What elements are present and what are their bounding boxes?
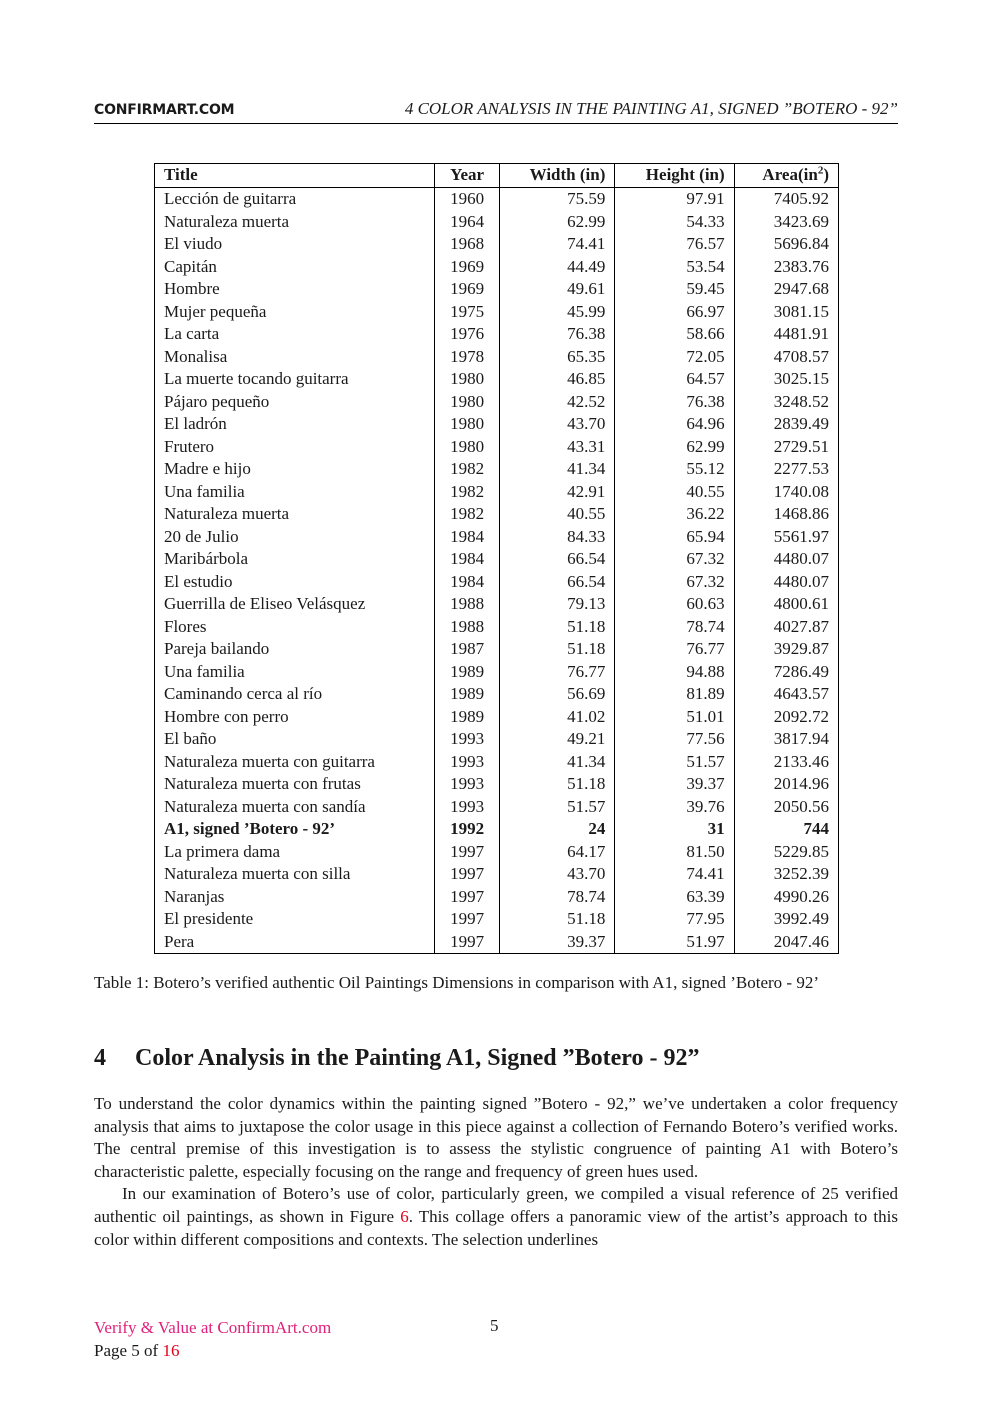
cell-title: El presidente [164,909,254,928]
cell-year: 1997 [435,863,500,886]
cell-title: Una familia [164,661,245,681]
cell-height: 40.55 [615,481,734,504]
cell-width: 43.70 [499,863,614,886]
table-row [155,548,839,571]
cell-width: 49.61 [499,278,614,301]
cell-height: 76.38 [615,391,734,414]
cell-area: 2050.56 [734,796,838,819]
cell-width: 45.99 [499,301,614,324]
table-row [155,638,839,661]
table-row [155,863,839,886]
cell-title: Naturaleza muerta [164,504,290,523]
body-text [94,1093,898,1251]
cell-area: 2047.46 [734,931,838,954]
cell-title: Flores [164,616,207,636]
cell-area: 4480.07 [734,571,838,594]
cell-year: 1992 [435,818,500,841]
brand-logo: CONFIRMART.COM [94,102,235,118]
cell-title: Pareja bailando [164,639,270,658]
table-row [155,796,839,819]
cell-height: 39.76 [615,796,734,819]
table-row [155,908,839,931]
cell-width: 43.31 [499,436,614,459]
cell-area: 3992.49 [734,908,838,931]
cell-area: 4480.07 [734,548,838,571]
cell-width: 42.52 [499,391,614,414]
table-row [155,751,839,774]
cell-width: 51.18 [499,908,614,931]
cell-year: 1997 [435,841,500,864]
cell-width: 49.21 [499,728,614,751]
table-row [155,233,839,256]
cell-height: 51.01 [615,706,734,729]
cell-height: 54.33 [615,211,734,234]
cell-area: 2839.49 [734,413,838,436]
cell-title: El viudo [164,234,223,253]
table-row [155,346,839,369]
cell-width: 79.13 [499,593,614,616]
cell-year: 1969 [435,278,500,301]
table-row [155,503,839,526]
cell-title: Hombre con perro [164,706,289,726]
paragraph-1: To understand the color dynamics within the painting signed ”Botero - 92,” we’ve undertaken a color frequency analysis that aims to juxtapose the color usage in this piece against a collection of Fernando Botero’s verified works. The central premise of this investigation is to assess the stylistic congruence of painting A1 with Botero’s characteristic palette, especially focusing on the range and frequency of green hues used. [94,1094,898,1181]
cell-height: 58.66 [615,323,734,346]
cell-title: Caminando cerca al río [164,684,323,703]
cell-area: 5696.84 [734,233,838,256]
cell-year: 1978 [435,346,500,369]
cell-area: 3423.69 [734,211,838,234]
table-row [155,368,839,391]
cell-height: 55.12 [615,458,734,481]
table-row [155,391,839,414]
cell-width: 74.41 [499,233,614,256]
cell-area: 1468.86 [734,503,838,526]
cell-title: Naturaleza muerta con guitarra [164,751,375,771]
cell-width: 66.54 [499,571,614,594]
cell-title: La carta [164,324,220,343]
cell-year: 1988 [435,593,500,616]
table-row [155,571,839,594]
cell-width: 76.38 [499,323,614,346]
cell-year: 1980 [435,436,500,459]
cell-width: 41.34 [499,458,614,481]
cell-area: 5561.97 [734,526,838,549]
cell-width: 51.18 [499,638,614,661]
table-row [155,818,839,841]
cell-title: Maribárbola [164,549,249,568]
column-width: Width (in) [499,164,614,188]
cell-title: Naturaleza muerta con silla [164,864,351,883]
cell-year: 1993 [435,728,500,751]
footer-link[interactable]: Verify & Value at ConfirmArt.com [94,1318,332,1337]
cell-year: 1968 [435,233,500,256]
cell-area: 4027.87 [734,616,838,639]
cell-year: 1984 [435,548,500,571]
cell-title: 20 de Julio [164,526,239,546]
cell-year: 1980 [435,391,500,414]
cell-height: 81.89 [615,683,734,706]
cell-area: 2092.72 [734,706,838,729]
cell-year: 1976 [435,323,500,346]
cell-height: 78.74 [615,616,734,639]
table-caption: Table 1: Botero’s verified authentic Oil Paintings Dimensions in comparison with A1, signed ’Botero - 92’ [94,973,819,992]
cell-year: 1987 [435,638,500,661]
cell-width: 65.35 [499,346,614,369]
table-row [155,616,839,639]
cell-height: 62.99 [615,436,734,459]
cell-height: 39.37 [615,773,734,796]
cell-width: 43.70 [499,413,614,436]
cell-width: 39.37 [499,931,614,954]
cell-area: 2014.96 [734,773,838,796]
table-row [155,301,839,324]
column-year: Year [435,164,500,188]
cell-title: La muerte tocando guitarra [164,369,349,388]
cell-area: 4708.57 [734,346,838,369]
cell-height: 60.63 [615,593,734,616]
cell-title: Naturaleza muerta [164,211,290,231]
paintings-table [154,163,839,954]
cell-area: 2729.51 [734,436,838,459]
cell-height: 66.97 [615,301,734,324]
cell-width: 62.99 [499,211,614,234]
cell-height: 64.57 [615,368,734,391]
figure-reference-link[interactable]: 6 [400,1206,409,1226]
cell-height: 77.56 [615,728,734,751]
cell-year: 1964 [435,211,500,234]
cell-year: 1993 [435,773,500,796]
table-row [155,256,839,279]
table-row [155,773,839,796]
cell-height: 67.32 [615,548,734,571]
cell-year: 1993 [435,796,500,819]
page-number: 5 [490,1316,499,1335]
table-row [155,706,839,729]
cell-width: 44.49 [499,256,614,279]
section-title: Color Analysis in the Painting A1, Signed ”Botero - 92” [135,1045,700,1071]
cell-area: 744 [734,818,838,841]
cell-area: 4800.61 [734,593,838,616]
cell-title: Naturaleza muerta con frutas [164,774,361,793]
cell-area: 3929.87 [734,638,838,661]
cell-width: 84.33 [499,526,614,549]
cell-year: 1984 [435,571,500,594]
cell-height: 76.77 [615,638,734,661]
cell-year: 1997 [435,908,500,931]
cell-year: 1980 [435,413,500,436]
cell-title: Guerrilla de Eliseo Velásquez [164,594,366,613]
column-height: Height (in) [615,164,734,188]
cell-width: 51.18 [499,616,614,639]
cell-height: 36.22 [615,503,734,526]
cell-title: Naranjas [164,886,225,906]
cell-width: 51.18 [499,773,614,796]
cell-width: 41.02 [499,706,614,729]
cell-area: 4990.26 [734,886,838,909]
cell-title: Frutero [164,436,215,456]
cell-year: 1980 [435,368,500,391]
cell-title: A1, signed ’Botero - 92’ [164,819,336,838]
table-row [155,188,839,211]
cell-title: El baño [164,729,217,748]
cell-width: 78.74 [499,886,614,909]
cell-area: 7286.49 [734,661,838,684]
cell-height: 67.32 [615,571,734,594]
table-row [155,661,839,684]
cell-title: El ladrón [164,414,227,433]
cell-height: 59.45 [615,278,734,301]
cell-year: 1989 [435,706,500,729]
cell-title: Capitán [164,256,217,276]
cell-title: Una familia [164,481,245,501]
cell-title: Mujer pequeña [164,301,267,321]
table-row [155,683,839,706]
running-header [94,97,898,124]
cell-height: 51.97 [615,931,734,954]
table-row [155,211,839,234]
cell-year: 1975 [435,301,500,324]
cell-width: 66.54 [499,548,614,571]
cell-year: 1997 [435,931,500,954]
running-title: 4 COLOR ANALYSIS IN THE PAINTING A1, SIGNED ”BOTERO - 92” [404,99,898,118]
table-row [155,593,839,616]
cell-area: 2383.76 [734,256,838,279]
cell-height: 77.95 [615,908,734,931]
table-row [155,323,839,346]
cell-area: 4643.57 [734,683,838,706]
cell-height: 81.50 [615,841,734,864]
footer-left [94,1316,331,1362]
total-pages-link[interactable]: 16 [162,1341,180,1360]
cell-year: 1982 [435,458,500,481]
cell-title: Monalisa [164,346,228,366]
table-row [155,458,839,481]
cell-area: 2277.53 [734,458,838,481]
cell-year: 1993 [435,751,500,774]
cell-height: 64.96 [615,413,734,436]
cell-height: 97.91 [615,188,734,211]
cell-title: Lección de guitarra [164,189,297,208]
cell-area: 3252.39 [734,863,838,886]
cell-title: El estudio [164,571,233,591]
cell-area: 3081.15 [734,301,838,324]
cell-area: 7405.92 [734,188,838,211]
cell-area: 4481.91 [734,323,838,346]
cell-title: Madre e hijo [164,459,251,478]
cell-area: 1740.08 [734,481,838,504]
section-number: 4 [94,1045,106,1071]
cell-width: 41.34 [499,751,614,774]
cell-year: 1982 [435,481,500,504]
cell-year: 1960 [435,188,500,211]
footer-page-count: Page 5 of 16 [94,1341,180,1360]
table-row [155,278,839,301]
cell-height: 72.05 [615,346,734,369]
table-row [155,931,839,954]
table-row [155,413,839,436]
cell-year: 1989 [435,661,500,684]
table-row [155,481,839,504]
cell-width: 64.17 [499,841,614,864]
cell-year: 1969 [435,256,500,279]
cell-height: 53.54 [615,256,734,279]
table-row [155,841,839,864]
cell-width: 46.85 [499,368,614,391]
cell-width: 75.59 [499,188,614,211]
table-row [155,436,839,459]
cell-year: 1988 [435,616,500,639]
cell-height: 63.39 [615,886,734,909]
cell-height: 94.88 [615,661,734,684]
cell-year: 1982 [435,503,500,526]
cell-height: 51.57 [615,751,734,774]
cell-area: 3248.52 [734,391,838,414]
cell-height: 76.57 [615,233,734,256]
cell-width: 40.55 [499,503,614,526]
column-title: Title [155,164,435,188]
cell-width: 56.69 [499,683,614,706]
cell-title: Naturaleza muerta con sandía [164,796,366,816]
paragraph-2: In our examination of Botero’s use of color, particularly green, we compiled a visual reference of 25 verified authentic oil paintings, as shown in Figure 6. This collage offers a panoramic view of the artist’s approach to this color within different compositions and contexts. The selection underlines [94,1184,898,1249]
table-row [155,526,839,549]
cell-height: 65.94 [615,526,734,549]
cell-title: Hombre [164,279,220,298]
table-row [155,886,839,909]
cell-height: 74.41 [615,863,734,886]
column-area: $Area(in^2)$ [734,164,838,188]
cell-year: 1984 [435,526,500,549]
cell-year: 1989 [435,683,500,706]
cell-area: 2133.46 [734,751,838,774]
cell-area: 2947.68 [734,278,838,301]
cell-width: 42.91 [499,481,614,504]
table-row [155,728,839,751]
cell-height: 31 [615,818,734,841]
cell-area: 3817.94 [734,728,838,751]
cell-area: 5229.85 [734,841,838,864]
table-body [155,188,839,954]
cell-width: 76.77 [499,661,614,684]
section-heading [94,1045,700,1072]
cell-area: 3025.15 [734,368,838,391]
cell-year: 1997 [435,886,500,909]
table-header-row [155,164,839,188]
cell-title: La primera dama [164,841,281,861]
cell-title: Pájaro pequeño [164,391,270,411]
cell-width: 51.57 [499,796,614,819]
cell-title: Pera [164,931,195,951]
cell-width: 24 [499,818,614,841]
